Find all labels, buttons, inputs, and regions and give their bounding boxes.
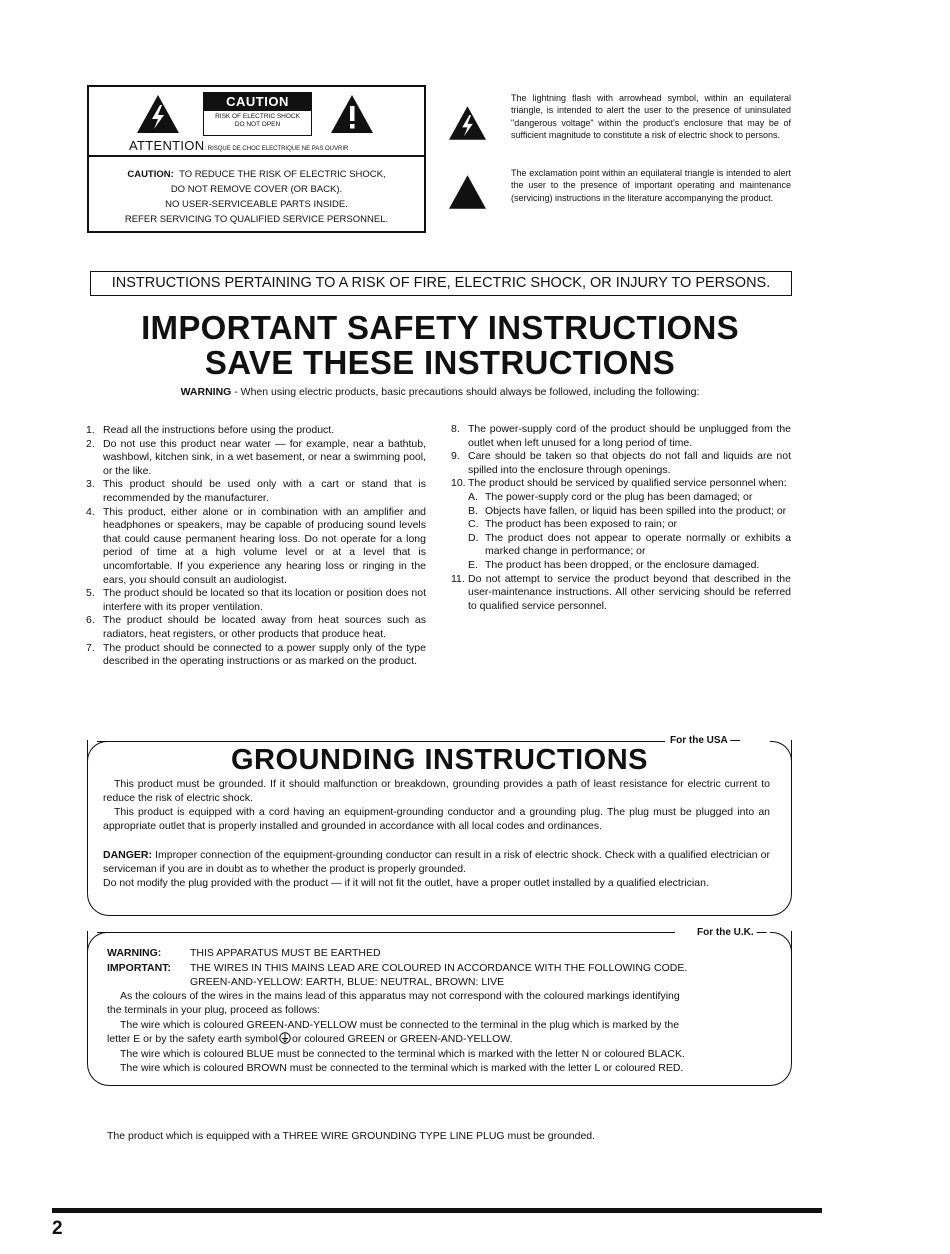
sub-item-text: Objects have fallen, or liquid has been spilled into the product; or — [485, 504, 787, 517]
warning-text: - When using electric products, basic precautions should always be followed, including the following: — [231, 386, 700, 398]
list-item — [451, 450, 791, 477]
list-item — [451, 573, 791, 614]
grounding-box-topline — [97, 741, 665, 742]
lightning-symbol-icon — [449, 105, 486, 141]
item-number: 8. — [451, 423, 460, 435]
list-item — [86, 642, 426, 669]
sub-list-item — [468, 559, 791, 573]
sub-item-text: The product does not appear to operate normally or exhibits a marked change in performance; or — [485, 531, 791, 558]
exclamation-explanation: The exclamation point within an equilateral triangle is intended to alert the user to the presence of important operating and maintenance (servicing) instructions in the literature accompanying the product. — [511, 168, 791, 203]
grounding-danger — [103, 848, 770, 876]
item-number: 4. — [86, 505, 95, 518]
item-number: 11. — [451, 572, 465, 585]
item-number: 3. — [86, 478, 95, 491]
uk-paragraph-1a: As the colours of the wires in the mains lead of this apparatus may not correspond with the coloured markings identifying — [120, 990, 680, 1002]
grounding-paragraph-2: This product is equipped with a cord having an equipment-grounding conductor and a grounding plug. The plug must be plugged into an appropriate outlet that is properly installed and grounded in accordance with all local codes and ordinances. — [103, 806, 770, 832]
sub-item-letter: C. — [468, 518, 479, 531]
instructions-left-column — [86, 424, 426, 669]
uk-important-text: THE WIRES IN THIS MAINS LEAD ARE COLOURED IN ACCORDANCE WITH THE FOLLOWING CODE. — [190, 962, 688, 974]
sub-item-text: The power-supply cord or the plug has been damaged; or — [485, 490, 753, 503]
instructions-right-column — [451, 423, 791, 613]
region-tag-text: For the U.K. — [697, 927, 754, 938]
earth-symbol-icon — [279, 1032, 291, 1044]
item-text: Do not use this product near water — for example, near a bathtub, washbowl, kitchen sink, in a wet basement, or near a swimming pool, or the like. — [103, 437, 426, 477]
sub-item-letter: E. — [468, 558, 478, 571]
uk-paragraph-2a: The wire which is coloured GREEN-AND-YELLOW must be connected to the terminal in the plug which is marked by the — [120, 1019, 680, 1031]
caution-text — [89, 167, 424, 227]
risk-line-2: DO NOT OPEN — [234, 121, 281, 128]
exclamation-warning-icon — [331, 95, 373, 133]
list-item — [86, 424, 426, 438]
caution-label — [203, 92, 312, 136]
item-number: 5. — [86, 587, 95, 600]
list-item — [86, 438, 426, 479]
uk-box-topline — [97, 932, 675, 933]
list-item — [451, 477, 791, 491]
attention-line — [129, 137, 348, 155]
danger-lead: DANGER: — [103, 849, 152, 861]
item-text: This product, either alone or in combination with an amplifier and headphones or speakers, may be capable of producing sound levels that could cause permanent hearing loss. Do not operate for a long period of time at a high volume level or at a level that is uncomfortable. If you experience any hearing loss or ringing in the ears, you should consult an audiologist. — [103, 505, 426, 586]
item-text: Care should be taken so that objects do not fall and liquids are not spilled into the enclosure through openings. — [468, 450, 791, 476]
sub-item-letter: A. — [468, 490, 478, 503]
uk-paragraph-4: The wire which is coloured BROWN must be connected to the terminal which is marked with the letter L or coloured RED. — [120, 1062, 684, 1074]
region-tag-text: For the USA — [670, 735, 728, 746]
uk-important-lead: IMPORTANT: — [107, 962, 171, 974]
item-text: The product should be connected to a power supply only of the type described in the operating instructions or as marked on the product. — [103, 641, 426, 668]
sub-list-item — [468, 491, 791, 505]
list-item — [451, 423, 791, 450]
sub-list-item — [468, 532, 791, 559]
caution-lead: CAUTION: — [127, 169, 174, 180]
risk-line-1: RISK OF ELECTRIC SHOCK — [215, 113, 300, 120]
caution-line-3: NO USER-SERVICEABLE PARTS INSIDE. — [165, 199, 348, 210]
page-subtitle: SAVE THESE INSTRUCTIONS — [204, 344, 676, 381]
attention-word: ATTENTION — [129, 138, 205, 153]
caution-line-4: REFER SERVICING TO QUALIFIED SERVICE PERSONNEL. — [124, 214, 389, 225]
list-item — [86, 506, 426, 588]
sub-list-item — [468, 518, 791, 532]
item-text: The product should be located so that its location or position does not interfere with its proper ventilation. — [103, 587, 426, 613]
uk-paragraph-2b-text: letter E or by the safety earth symbol — [107, 1033, 278, 1045]
item-number: 7. — [86, 641, 95, 654]
sub-list-item — [468, 505, 791, 519]
sub-item-letter: D. — [468, 531, 479, 544]
lightning-explanation: The lightning flash with arrowhead symbol, within an equilateral triangle, is intended to alert the user to the presence of uninsulated "dangerous voltage" within the product's enclosure that may be of sufficient magnitude to constitute a risk of electric shock to persons. — [511, 93, 791, 141]
page-title: IMPORTANT SAFETY INSTRUCTIONS — [141, 309, 739, 346]
item-number: 9. — [451, 450, 460, 463]
item-text: Read all the instructions before using the product. — [103, 424, 335, 436]
region-tag-uk: For the U.K. — — [697, 927, 767, 938]
uk-paragraph-2b — [107, 1032, 513, 1046]
footer-rule — [52, 1208, 822, 1213]
danger-text: Improper connection of the equipment-grounding conductor can result in a risk of electric shock. Check with a qualified electrician or serviceman if you are in doubt as to whether the product is properly grounded. — [103, 849, 770, 875]
caution-line-2: DO NOT REMOVE COVER (OR BACK). — [170, 184, 343, 195]
uk-warning-lead: WARNING: — [107, 947, 162, 959]
sub-item-text: The product has been exposed to rain; or — [485, 518, 678, 531]
list-item — [86, 587, 426, 614]
footer-note: The product which is equipped with a THREE WIRE GROUNDING TYPE LINE PLUG must be grounded. — [107, 1130, 596, 1142]
item-number: 1. — [86, 424, 95, 436]
lightning-warning-icon — [137, 95, 179, 133]
exclamation-symbol-icon — [449, 174, 486, 210]
attention-subtext: : RISQUE DE CHOC ELECTRIQUE NE PAS OUVRIR — [204, 146, 349, 152]
caution-line-1: TO REDUCE THE RISK OF ELECTRIC SHOCK, — [179, 169, 386, 180]
uk-warning-text: THIS APPARATUS MUST BE EARTHED — [190, 947, 381, 959]
uk-colour-code: GREEN-AND-YELLOW: EARTH, BLUE: NEUTRAL, BROWN: LIVE — [190, 976, 505, 988]
uk-paragraph-2c-text: or coloured GREEN or GREEN-AND-YELLOW. — [292, 1033, 513, 1045]
uk-paragraph-3: The wire which is coloured BLUE must be connected to the terminal which is marked with the letter N or coloured BLACK. — [120, 1048, 685, 1060]
grounding-title: GROUNDING INSTRUCTIONS — [231, 744, 648, 776]
grounding-paragraph-4: Do not modify the plug provided with the product — if it will not fit the outlet, have a proper outlet installed by a qualified electrician. — [103, 877, 709, 889]
item-number: 6. — [86, 614, 95, 627]
caution-label-area — [89, 87, 424, 157]
list-item — [86, 478, 426, 505]
caution-word: CAUTION — [204, 93, 311, 111]
item-text: The product should be serviced by qualified service personnel when: — [468, 477, 787, 490]
item-text: The power-supply cord of the product should be unplugged from the outlet when left unused for a long period of time. — [468, 423, 791, 449]
sub-item-letter: B. — [468, 504, 478, 517]
list-item — [86, 614, 426, 641]
page-number: 2 — [52, 1218, 63, 1239]
item-text: The product should be located away from heat sources such as radiators, heat registers, or other products that produce heat. — [103, 614, 426, 640]
warning-line — [0, 386, 880, 398]
item-number: 2. — [86, 437, 95, 450]
caution-box — [87, 85, 426, 233]
grounding-paragraph-1: This product must be grounded. If it should malfunction or breakdown, grounding provides a path of least resistance for electric current to reduce the risk of electric shock. — [103, 778, 770, 804]
item-text: This product should be used only with a cart or stand that is recommended by the manufacturer. — [103, 478, 426, 504]
item-text: Do not attempt to service the product beyond that described in the user-maintenance instructions. All other servicing should be referred to qualified service personnel. — [468, 572, 791, 612]
region-tag-usa: For the USA — — [670, 735, 741, 746]
pertaining-header: INSTRUCTIONS PERTAINING TO A RISK OF FIRE, ELECTRIC SHOCK, OR INJURY TO PERSONS. — [90, 271, 792, 296]
warning-lead: WARNING — [180, 386, 232, 398]
sub-item-text: The product has been dropped, or the enclosure damaged. — [485, 558, 760, 571]
uk-paragraph-1b: the terminals in your plug, proceed as follows: — [107, 1004, 321, 1016]
item-number: 10. — [451, 477, 466, 490]
